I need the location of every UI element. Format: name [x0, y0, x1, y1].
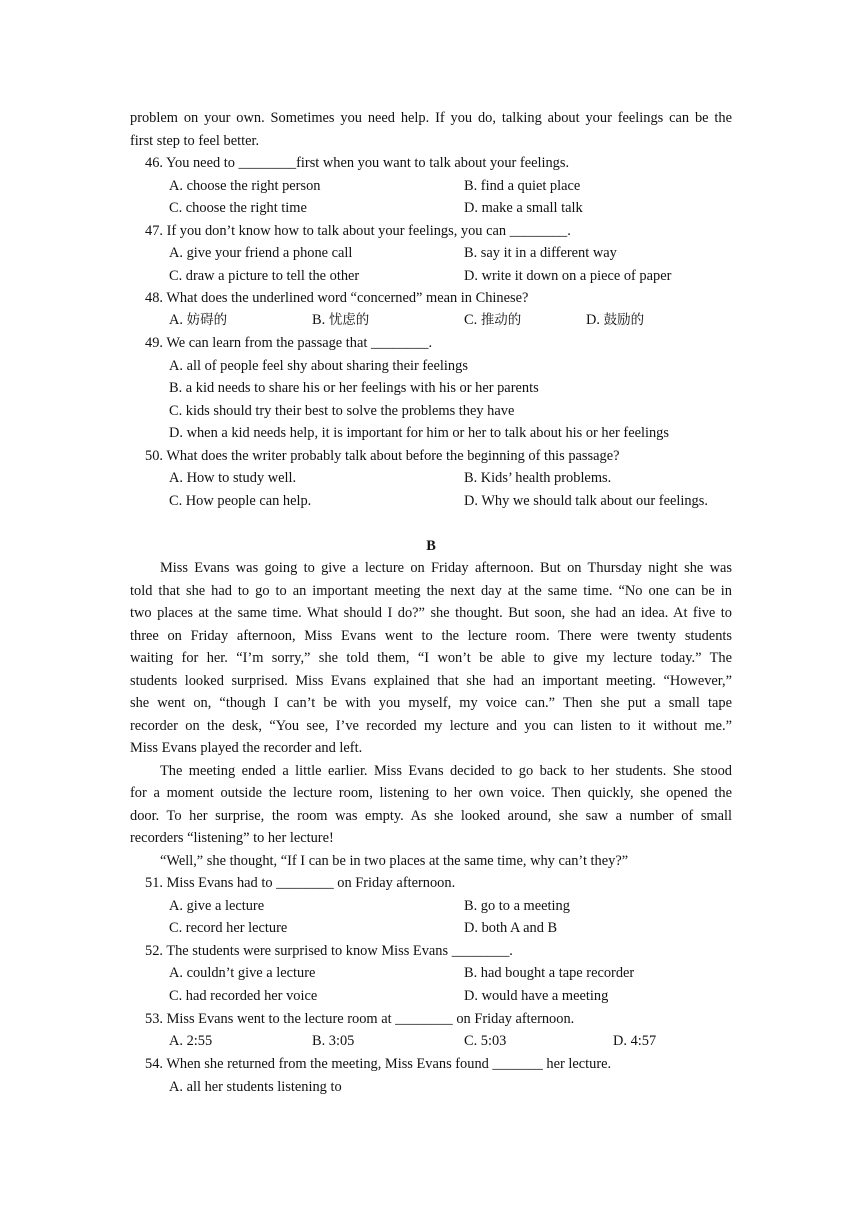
passage-line: Miss Evans played the recorder and left. — [130, 740, 363, 756]
question-47-stem: 47. If you don’t know how to talk about your feelings, you can ________. — [145, 223, 571, 239]
passage-line: Miss Evans was going to give a lecture on Friday afternoon. But on Thursday night she was — [160, 560, 732, 576]
question-51-option-a: A. give a lecture — [169, 898, 265, 914]
question-46-option-a: A. choose the right person — [169, 178, 321, 194]
question-48-option-c — [464, 310, 521, 330]
question-48-option-a — [169, 310, 227, 330]
question-49-option-c: C. kids should try their best to solve the problems they have — [169, 403, 515, 419]
option-letter: D. — [586, 312, 600, 328]
question-50-option-b: B. Kids’ health problems. — [464, 470, 612, 486]
question-47-option-b: B. say it in a different way — [464, 245, 617, 261]
question-46-option-d: D. make a small talk — [464, 200, 583, 216]
passage-line: “Well,” she thought, “If I can be in two places at the same time, why can’t they?” — [160, 853, 629, 869]
question-52-option-d: D. would have a meeting — [464, 988, 609, 1004]
passage-line: two places at the same time. What should I do?” she thought. But soon, she had an idea. At five to — [130, 605, 732, 621]
question-53-option-b: B. 3:05 — [312, 1033, 355, 1049]
section-heading: B — [426, 538, 436, 554]
question-50-option-a: A. How to study well. — [169, 470, 297, 486]
option-text: 妨碍的 — [186, 312, 228, 328]
question-50-option-d: D. Why we should talk about our feelings. — [464, 493, 708, 509]
question-51-stem: 51. Miss Evans had to ________ on Friday afternoon. — [145, 875, 456, 891]
question-54-stem: 54. When she returned from the meeting, Miss Evans found _______ her lecture. — [145, 1056, 612, 1072]
passage-line: students looked surprised. Miss Evans explained that she had an important meeting. “However,” — [130, 673, 732, 689]
passage-line: recorders “listening” to her lecture! — [130, 830, 334, 846]
question-48-option-d — [586, 310, 644, 330]
passage-line: for a moment outside the lecture room, listening to her own voice. Then quickly, she opened the — [130, 785, 732, 801]
option-text: 鼓励的 — [603, 312, 645, 328]
question-52-option-a: A. couldn’t give a lecture — [169, 965, 316, 981]
option-letter: B. — [312, 312, 326, 328]
option-letter: A. — [169, 312, 183, 328]
question-46-stem: 46. You need to ________first when you want to talk about your feelings. — [145, 155, 570, 171]
question-46-option-c: C. choose the right time — [169, 200, 307, 216]
question-49-option-b: B. a kid needs to share his or her feelings with his or her parents — [169, 380, 539, 396]
passage-line: she went on, “though I can’t be with you myself, my voice can.” Then she put a small tape — [130, 695, 732, 711]
passage-line: The meeting ended a little earlier. Miss Evans decided to go back to her students. She stood — [160, 763, 732, 779]
option-text: 忧虑的 — [328, 312, 370, 328]
question-52-stem: 52. The students were surprised to know Miss Evans ________. — [145, 943, 513, 959]
intro-line-1: problem on your own. Sometimes you need help. If you do, talking about your feelings can be the — [130, 110, 732, 126]
question-47-option-d: D. write it down on a piece of paper — [464, 268, 672, 284]
question-53-stem: 53. Miss Evans went to the lecture room at ________ on Friday afternoon. — [145, 1011, 575, 1027]
question-51-option-b: B. go to a meeting — [464, 898, 570, 914]
question-51-option-c: C. record her lecture — [169, 920, 288, 936]
option-letter: C. — [464, 312, 478, 328]
question-47-option-a: A. give your friend a phone call — [169, 245, 353, 261]
question-49-stem: 49. We can learn from the passage that ________. — [145, 335, 433, 351]
question-51-option-d: D. both A and B — [464, 920, 558, 936]
passage-line: told that she had to go to an important meeting the next day at the same time. “No one can be in — [130, 583, 732, 599]
passage-line: three on Friday afternoon, Miss Evans went to the lecture room. There were twenty students — [130, 628, 732, 644]
question-49-option-a: A. all of people feel shy about sharing their feelings — [169, 358, 468, 374]
question-52-option-c: C. had recorded her voice — [169, 988, 318, 1004]
passage-line: door. To her surprise, the room was empty. As she looked around, she saw a number of small — [130, 808, 732, 824]
question-50-stem: 50. What does the writer probably talk about before the beginning of this passage? — [145, 448, 620, 464]
question-54-option-a: A. all her students listening to — [169, 1079, 342, 1095]
passage-line: recorder on the desk, “You see, I’ve recorded my lecture and you can listen to it without me.” — [130, 718, 732, 734]
question-48-stem: 48. What does the underlined word “concerned” mean in Chinese? — [145, 290, 529, 306]
question-46-option-b: B. find a quiet place — [464, 178, 581, 194]
option-text: 推动的 — [480, 312, 522, 328]
question-48-option-b — [312, 310, 369, 330]
question-47-option-c: C. draw a picture to tell the other — [169, 268, 360, 284]
question-50-option-c: C. How people can help. — [169, 493, 312, 509]
question-53-option-a: A. 2:55 — [169, 1033, 213, 1049]
question-49-option-d: D. when a kid needs help, it is important for him or her to talk about his or her feelings — [169, 425, 669, 441]
passage-line: waiting for her. “I’m sorry,” she told them, “I won’t be able to give my lecture today.” The — [130, 650, 732, 666]
question-53-option-d: D. 4:57 — [613, 1033, 657, 1049]
question-52-option-b: B. had bought a tape recorder — [464, 965, 635, 981]
intro-line-2: first step to feel better. — [130, 133, 260, 149]
question-53-option-c: C. 5:03 — [464, 1033, 507, 1049]
